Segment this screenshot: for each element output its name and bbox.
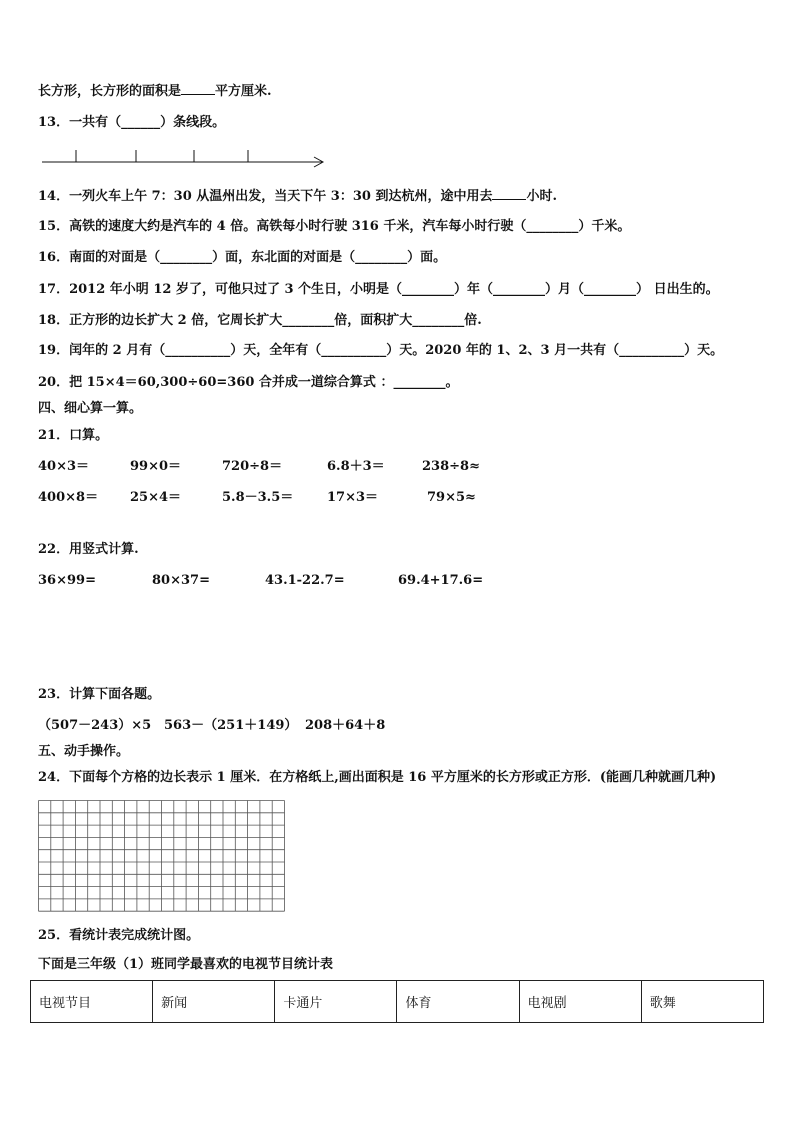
q15-question: 15．高铁的速度大约是汽车的 4 倍。高铁每小时行驶 316 千米，汽车每小时行驶（________）千米。 [38, 219, 631, 234]
tv-program-table [30, 980, 764, 1023]
q12-text-after: 平方厘米. [215, 84, 272, 99]
q23-item: 563－（251＋149） [164, 718, 298, 733]
table-header-cell: 电视剧 [519, 981, 641, 1023]
q13-ray-figure [40, 150, 330, 170]
q14-answer-blank[interactable] [492, 187, 526, 200]
q23-title: 23．计算下面各题。 [38, 687, 161, 702]
q21-r2-item: 79×5≈ [427, 490, 476, 505]
q22-item: 36×99= [38, 573, 96, 588]
q19-question: 19．闰年的 2 月有（__________）天，全年有（__________）天。2020 年的 1、2、3 月一共有（__________）天。 [38, 343, 724, 358]
q24-question: 24．下面每个方格的边长表示 1 厘米．在方格纸上,画出面积是 16 平方厘米的长方形或正方形．(能画几种就画几种) [38, 770, 717, 785]
q22-item: 69.4+17.6= [398, 573, 484, 588]
table-header-cell: 卡通片 [275, 981, 397, 1023]
table-header-cell: 电视节目 [31, 981, 153, 1023]
q21-r2-item: 5.8－3.5＝ [222, 490, 294, 505]
q21-title: 21．口算。 [38, 428, 109, 443]
table-header-cell: 歌舞 [641, 981, 763, 1023]
q21-r1-item: 40×3＝ [38, 459, 90, 474]
table-header-cell: 新闻 [153, 981, 275, 1023]
q13-question: 13．一共有（______）条线段。 [38, 115, 226, 130]
q21-r1-item: 238÷8≈ [422, 459, 480, 474]
q21-r1-item: 720÷8＝ [222, 459, 283, 474]
q22-item: 80×37= [152, 573, 210, 588]
q14-text-after: 小时. [526, 189, 557, 204]
q23-item: （507－243）×5 [38, 718, 152, 733]
q24-square-grid[interactable] [38, 800, 286, 911]
q12-tail-line [38, 82, 272, 100]
q12-text-before: 长方形，长方形的面积是 [38, 84, 182, 99]
q22-title: 22．用竖式计算. [38, 542, 139, 557]
q20-question: 20．把 15×4＝60,300÷60=360 合并成一道综合算式 ：________。 [38, 375, 459, 390]
q17-question: 17．2012 年小明 12 岁了，可他只过了 3 个生日，小明是（________）年（________）月（________） 日出生的。 [38, 282, 719, 297]
q21-r2-item: 25×4＝ [130, 490, 182, 505]
section-4-heading: 四、细心算一算。 [38, 401, 143, 416]
section-5-heading: 五、动手操作。 [38, 744, 130, 759]
q21-r2-item: 17×3＝ [327, 490, 379, 505]
q23-item: 208＋64＋8 [305, 718, 386, 733]
q12-answer-blank[interactable] [181, 82, 215, 95]
q25-title: 25．看统计表完成统计图。 [38, 928, 200, 943]
table-row [31, 981, 764, 1023]
table-header-cell: 体育 [397, 981, 519, 1023]
q25-table-title: 下面是三年级（1）班同学最喜欢的电视节目统计表 [38, 957, 334, 972]
q22-item: 43.1-22.7= [265, 573, 345, 588]
q21-r1-item: 6.8＋3＝ [327, 459, 385, 474]
q21-r1-item: 99×0＝ [130, 459, 182, 474]
q14-text-before: 14．一列火车上午 7：30 从温州出发，当天下午 3：30 到达杭州，途中用去 [38, 189, 493, 204]
q18-question: 18．正方形的边长扩大 2 倍，它周长扩大________倍，面积扩大________倍. [38, 313, 482, 328]
q16-question: 16．南面的对面是（________）面，东北面的对面是（________）面。 [38, 250, 447, 265]
q14-line [38, 187, 557, 205]
q21-r2-item: 400×8＝ [38, 490, 99, 505]
